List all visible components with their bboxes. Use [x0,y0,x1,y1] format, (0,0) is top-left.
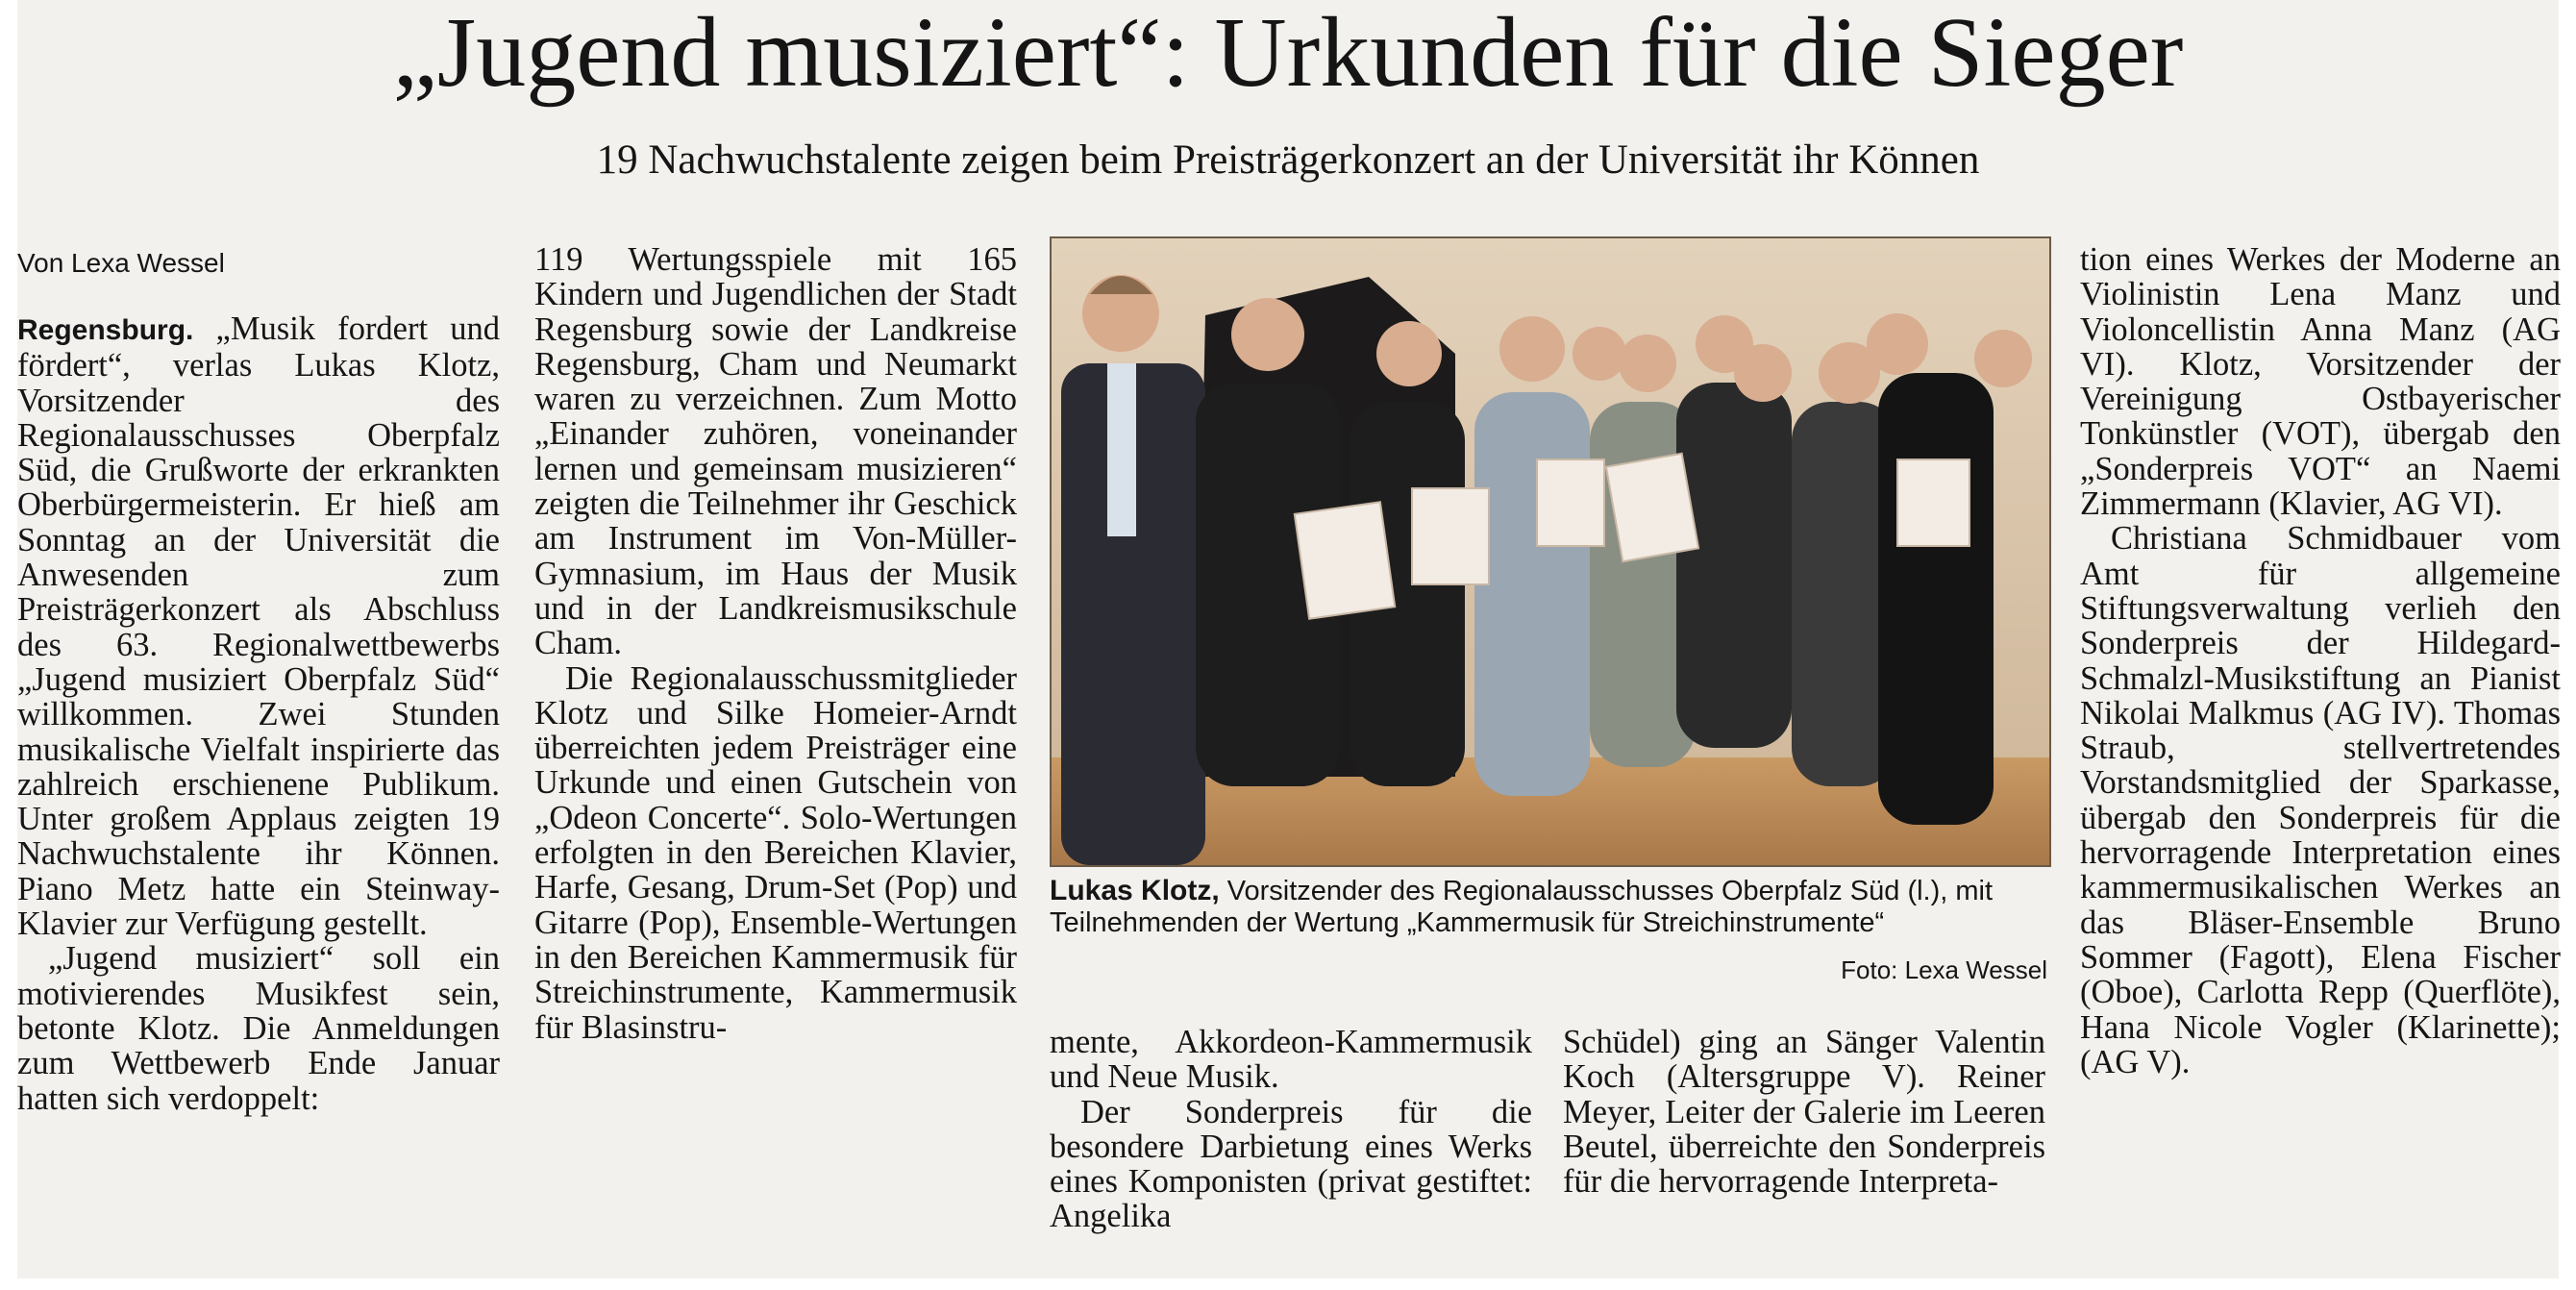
photo-caption [1050,875,2049,939]
dateline: Regensburg. [17,314,194,346]
paragraph: mente, Akkordeon-Kammermusik und Neue Musik. [1050,1024,1532,1096]
group-photo-illustration [1052,238,2049,865]
article-column-2 [534,242,1017,1045]
article-column-5 [2080,242,2561,1079]
paragraph-text: „Musik fordert und fördert“, verlas Lukas Klotz, Vorsitzender des Regionalausschusses Oberpfalz Süd, die Grußworte der erkrankten Oberbürgermeisterin. Er hieß am Sonntag an der Universität die Anwesenden zum Preisträgerkonzert als Abschluss des 63. Regionalwettbewerbs „Jugend musiziert Oberpfalz Süd“ willkommen. Zwei Stunden musikalische Vielfalt inspirierte das zahlreich erschienene Publikum. Unter großem Applaus zeigten 19 Nachwuchstalente ihr Können. Piano Metz hatte ein Steinway-Klavier zur Verfügung gestellt. [17,310,500,943]
caption-name: Lukas Klotz, [1050,875,1220,906]
paragraph: tion eines Werkes der Moderne an Violinistin Lena Manz und Violoncellistin Anna Manz (AG VI). Klotz, Vorsitzender der Vereinigung Ostbayerischer Tonkünstler (VOT), übergab den „Sonderpreis VOT“ an Naemi Zimmermann (Klavier, AG VI). [2080,241,2561,523]
paragraph [17,311,500,941]
paragraph: Schüdel) ging an Sänger Valentin Koch (Altersgruppe V). Reiner Meyer, Leiter der Galerie im Leeren Beutel, überreichte den Sonderpreis für die hervorragende Interpreta- [1563,1024,2045,1201]
paragraph: Christiana Schmidbauer vom Amt für allgemeine Stiftungsverwaltung verlieh den Sonderpreis der Hildegard-Schmalzl-Musikstiftung an Pianist Nikolai Malkmus (AG IV). Thomas Straub, stellvertretendes Vorstandsmitglied der Sparkasse, übergab den Sonderpreis für die hervorragende Interpretation eines kammermusikalischen Werkes an das Bläser-Ensemble Bruno Sommer (Fagott), Elena Fischer (Oboe), Carlotta Repp (Querflöte), Hana Nicole Vogler (Klarinette); (AG V). [2080,520,2561,1080]
byline: Von Lexa Wessel [17,248,225,278]
photo-credit: Foto: Lexa Wessel [1841,955,2047,984]
paragraph: 119 Wertungsspiele mit 165 Kindern und Jugendlichen der Stadt Regensburg sowie der Landkreise Regensburg, Cham und Neumarkt waren zu verzeichnen. Zum Motto „Einander zuhören, voneinander lernen und gemeinsam musizieren“ zeigten die Teilnehmer ihr Geschick am Instrument im Von-Müller-Gymnasium, im Haus der Musik und in der Landkreismusikschule Cham. [534,241,1017,662]
paragraph: Die Regionalausschussmitglieder Klotz und Silke Homeier-Arndt überreichten jedem Preisträger eine Urkunde und einen Gutschein von „Odeon Concerte“. Solo-Wertungen erfolgten in den Bereichen Klavier, Harfe, Gesang, Drum-Set (Pop) und Gitarre (Pop), Ensemble-Wertungen in den Bereichen Kammermusik für Streichinstrumente, Kammermusik für Blasinstru- [534,659,1017,1046]
article-column-3 [1050,1025,1532,1234]
caption-text: Vorsitzender des Regionalausschusses Oberpfalz Süd (l.), mit Teilnehmenden der Wertung „Kammermusik für Streichinstrumente“ [1050,876,1994,938]
article-photo [1050,236,2051,867]
article-column-1 [17,311,500,1116]
paragraph: „Jugend musiziert“ soll ein motivierendes Musikfest sein, betonte Klotz. Die Anmeldungen zum Wettbewerb Ende Januar hatten sich verdoppelt: [17,940,500,1117]
paragraph: Der Sonderpreis für die besondere Darbietung eines Werks eines Komponisten (privat gestiftet: Angelika [1050,1093,1532,1235]
headline: „Jugend musiziert“: Urkunden für die Sieger [392,0,2184,108]
subheadline: 19 Nachwuchstalente zeigen beim Preisträgerkonzert an der Universität ihr Können [596,137,1980,183]
article-column-4 [1563,1025,2045,1199]
